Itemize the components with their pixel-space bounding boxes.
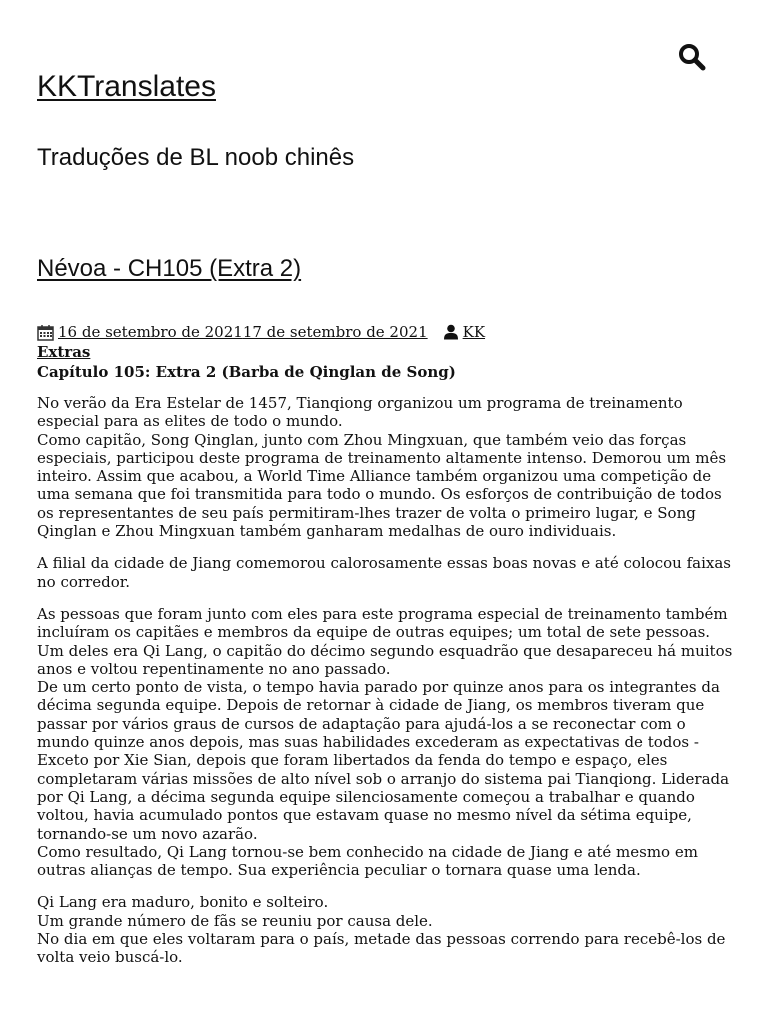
text-line: De um certo ponto de vista, o tempo havia parado por quinze anos para os integrantes da décima segunda equipe. Depois de retornar à cidade de Jiang, os membros tiveram que passar por vários graus de cursos de adaptação para ajudá-los a se reconectar com o mundo quinze anos depois, mas suas habilidades excederam as expectativas de todos - Exceto por Xie Sian, depois que foram libertados da fenda do tempo e espaço, eles completaram várias missões de alto nível sob o arranjo do sistema pai Tianqiong. Liderada por Qi Lang, a décima segunda equipe silenciosamente começou a trabalhar e quando voltou, havia acumulado pontos que estavam quase no mesmo nível da sétima equipe, tornando-se um novo azarão.: [37, 678, 730, 843]
calendar-icon: [37, 324, 54, 341]
text-line: Como resultado, Qi Lang tornou-se bem conhecido na cidade de Jiang e até mesmo em outras alianças de tempo. Sua experiência peculiar o tornara quase uma lenda.: [37, 842, 698, 880]
text-line: No dia em que eles voltaram para o país, metade das pessoas correndo para recebê-los de volta veio buscá-lo.: [37, 930, 726, 967]
text-line: As pessoas que foram junto com eles para este programa especial de treinamento também incluíram os capitães e membros da equipe de outras equipes; um total de sete pessoas. Um deles era Qi Lang, o capitão do décimo segundo esquadrão que desapareceu há muitos anos e voltou repentinamente no ano passado.: [37, 604, 733, 678]
category-link[interactable]: Extras: [37, 343, 91, 361]
text-line: Qi Lang era maduro, bonito e solteiro.: [37, 893, 329, 912]
author-link[interactable]: KK: [462, 323, 486, 341]
site-title[interactable]: KKTranslates: [37, 70, 216, 103]
post-date-link[interactable]: [58, 322, 428, 342]
post-title[interactable]: Névoa - CH105 (Extra 2): [37, 255, 302, 282]
search-button[interactable]: [677, 42, 707, 72]
text-line: Como capitão, Song Qinglan, junto com Zhou Mingxuan, que também veio das forças especiais, participou deste programa de treinamento altamente intenso. Demorou um mês inteiro. Assim que acabou, a World Time Alliance também organizou uma competição de uma semana que foi transmitida para todo o mundo. Os esforços de contribuição de todos os representantes de seu país permitiram-lhes trazer de volta o primeiro lugar, e Song Qinglan e Zhou Mingxuan também ganharam medalhas de ouro individuais.: [37, 430, 727, 541]
post-meta: [37, 322, 737, 382]
paragraph: [37, 893, 737, 966]
text-line: Um grande número de fãs se reuniu por causa dele.: [37, 911, 433, 930]
published-date: 16 de setembro de 2021: [58, 323, 243, 341]
chapter-heading: Capítulo 105: Extra 2 (Barba de Qinglan de Song): [37, 363, 456, 381]
paragraph: [37, 605, 737, 879]
post-content: [37, 394, 737, 981]
updated-date: 17 de setembro de 2021: [242, 323, 428, 341]
text-line: A filial da cidade de Jiang comemorou calorosamente essas boas novas e até colocou faixas no corredor.: [37, 554, 731, 591]
site-description: Traduções de BL noob chinês: [37, 144, 355, 171]
user-icon: [443, 324, 459, 340]
search-icon: [677, 42, 707, 72]
paragraph: [37, 554, 737, 591]
paragraph: [37, 394, 737, 540]
text-line: No verão da Era Estelar de 1457, Tianqiong organizou um programa de treinamento especial para as elites de todo o mundo.: [37, 394, 683, 431]
